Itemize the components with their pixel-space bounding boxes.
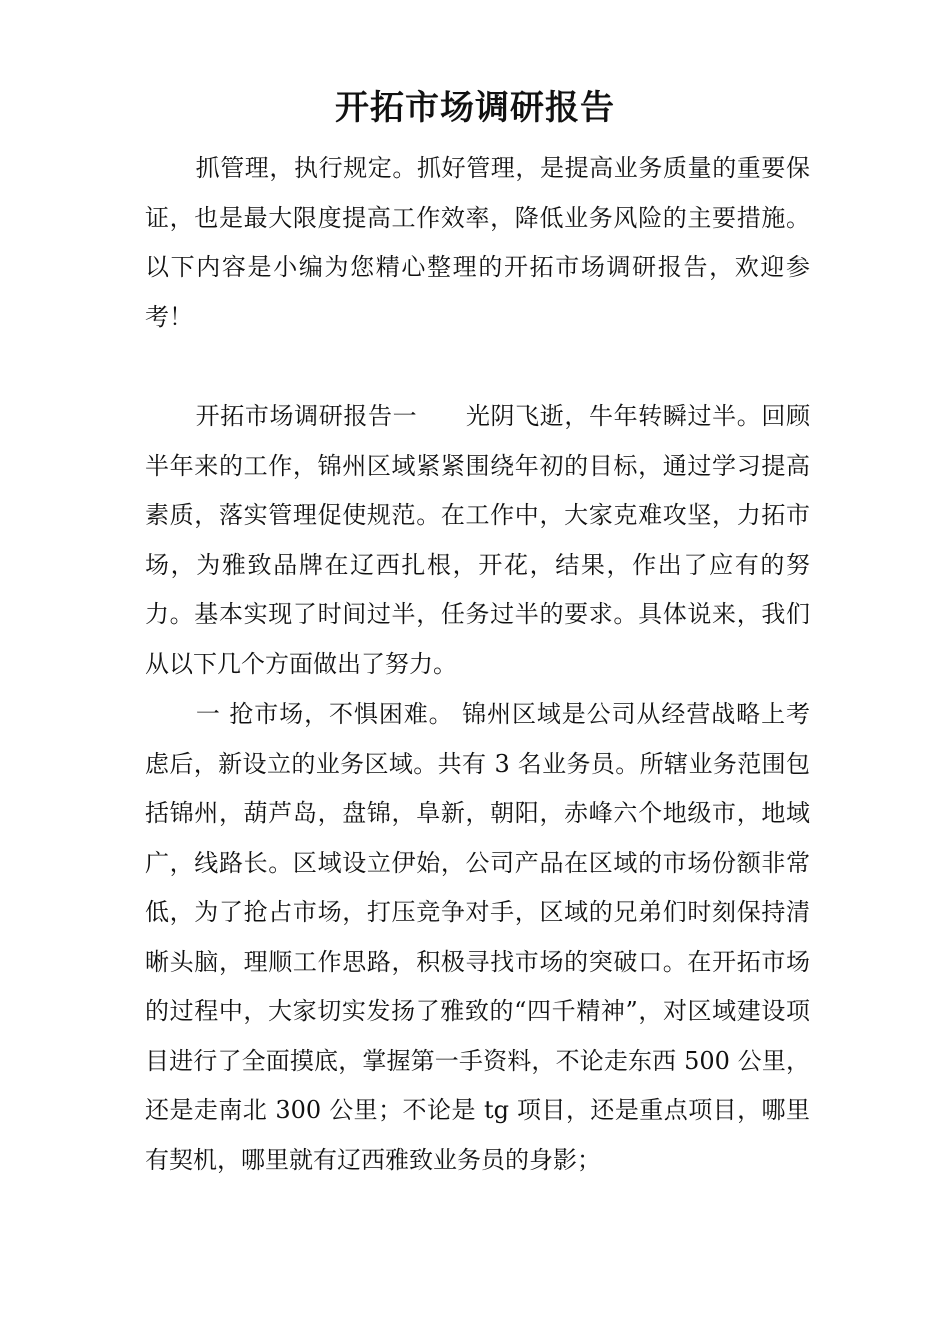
section1-heading: 开拓市场调研报告一 bbox=[195, 402, 418, 430]
section1-body: 光阴飞逝，牛年转瞬过半。回顾半年来的工作，锦州区域紧紧围绕年初的目标，通过学习提高素质，落实管理促使规范。在工作中，大家克难攻坚，力拓市场，为雅致品牌在辽西扎根，开花，结果，作出了应有的努力。基本实现了时间过半，任务过半的要求。具体说来，我们从以下几个方面做出了努力。 bbox=[145, 402, 810, 678]
section1-paragraph bbox=[145, 392, 810, 689]
document-title: 开拓市场调研报告 bbox=[335, 88, 615, 128]
intro-paragraph bbox=[145, 144, 810, 342]
section2-body: 锦州区域是公司从经营战略上考虑后，新设立的业务区域。共有 3 名业务员。所辖业务范围包括锦州，葫芦岛，盘锦，阜新，朝阳，赤峰六个地级市，地域广，线路长。区域设立伊始，公司产品在区域的市场份额非常低，为了抢占市场，打压竞争对手，区域的兄弟们时刻保持清晰头脑，理顺工作思路，积极寻找市场的突破口。在开拓市场的过程中，大家切实发扬了雅致的“四千精神”，对区域建设项目进行了全面摸底，掌握第一手资料，不论走东西 500 公里，还是走南北 300 公里；不论是 tg 项目，还是重点项目，哪里有契机，哪里就有辽西雅致业务员的身影； bbox=[145, 700, 810, 1174]
section2-heading: 一 抢市场，不惧困难。 bbox=[195, 700, 454, 728]
intro-text: 抓管理，执行规定。抓好管理，是提高业务质量的重要保证，也是最大限度提高工作效率，降低业务风险的主要措施。以下内容是小编为您精心整理的开拓市场调研报告，欢迎参考！ bbox=[145, 154, 810, 331]
section2-paragraph bbox=[145, 690, 810, 1185]
